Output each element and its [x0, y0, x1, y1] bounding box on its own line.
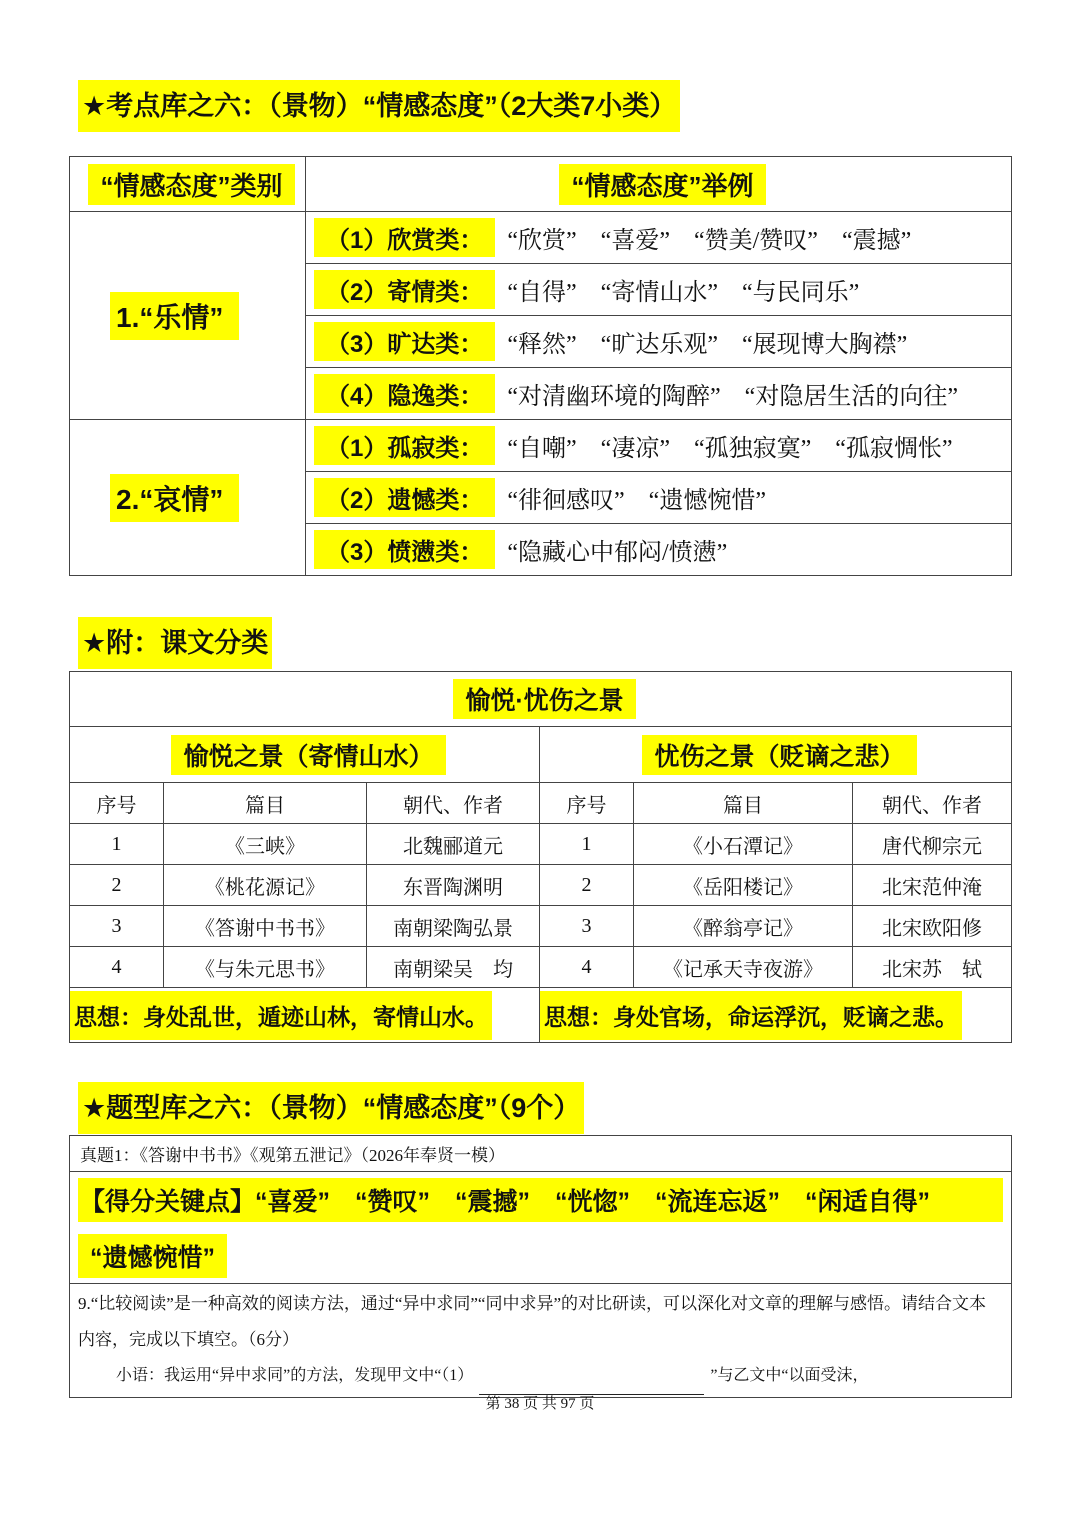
table-cell: 北宋范仲淹	[853, 865, 1012, 906]
subtype-label: （4）隐逸类：	[314, 374, 495, 413]
table-cell: 《三峡》	[164, 824, 367, 865]
table-cell: 1	[540, 824, 634, 865]
column-header-row	[70, 783, 1012, 824]
subtype-examples: “自得” “寄情山水” “与民同乐”	[507, 280, 860, 306]
emotion-row	[70, 420, 1012, 472]
question-source: 真题1：《答谢中书书》《观第五泄记》（2026年奉贤一模）	[70, 1136, 1012, 1172]
text-classification-table	[69, 671, 1012, 1043]
keypoints-line2: “遗憾惋惜”	[78, 1234, 227, 1278]
question-table	[69, 1135, 1012, 1398]
table-cell: 南朝梁吴 均	[367, 947, 540, 988]
section1-title: ★考点库之六：（景物）“情感态度”（2大类7小类）	[78, 80, 680, 132]
table-row	[70, 947, 1012, 988]
subtype-label: （2）遗憾类：	[314, 478, 495, 517]
question-text: 9.“比较阅读”是一种高效的阅读方法，通过“异中求同”“同中求异”的对比研读，可以深化对文章的理解与感悟。请结合文本内容，完成以下填空。（6分）	[78, 1294, 987, 1349]
prompt-before: 小语：我运用“异中求同”的方法，发现甲文中“（1）	[116, 1367, 474, 1384]
column-header: 篇目	[634, 783, 853, 824]
group-name: 2.“哀情”	[110, 474, 239, 522]
column-header: 序号	[70, 783, 164, 824]
subtype-label: （1）孤寂类：	[314, 426, 495, 465]
table-cell: 2	[70, 865, 164, 906]
subtype-label: （1）欣赏类：	[314, 218, 495, 257]
column-header: 朝代、作者	[853, 783, 1012, 824]
subtype-examples: “对清幽环境的陶醉” “对隐居生活的向往”	[507, 384, 958, 410]
header-category: “情感态度”类别	[88, 164, 294, 205]
page-footer: 第 38 页 共 97 页	[485, 1396, 595, 1412]
subtype-examples: “隐藏心中郁闷/愤懑”	[507, 540, 728, 566]
table-cell: 北宋苏 轼	[853, 947, 1012, 988]
emotion-table	[69, 156, 1012, 576]
table-cell: 《答谢中书书》	[164, 906, 367, 947]
table-cell: 唐代柳宗元	[853, 824, 1012, 865]
subtype-examples: “欣赏” “喜爱” “赞美/赞叹” “震撼”	[507, 228, 912, 254]
blank-input[interactable]	[479, 1358, 704, 1395]
subtype-label: （3）愤懑类：	[314, 530, 495, 569]
subtype-examples: “徘徊感叹” “遗憾惋惜”	[507, 488, 766, 514]
table-row	[70, 865, 1012, 906]
subtype-label: （3）旷达类：	[314, 322, 495, 361]
subtype-label: （2）寄情类：	[314, 270, 495, 309]
table-cell: 《与朱元思书》	[164, 947, 367, 988]
table-cell: 《桃花源记》	[164, 865, 367, 906]
table-row	[70, 824, 1012, 865]
table-title: 愉悦·忧伤之景	[453, 679, 635, 719]
table-row	[70, 906, 1012, 947]
column-header: 朝代、作者	[367, 783, 540, 824]
table-cell: 《小石潭记》	[634, 824, 853, 865]
table-cell: 4	[540, 947, 634, 988]
table-cell: 南朝梁陶弘景	[367, 906, 540, 947]
right-thought: 思想：身处官场，命运浮沉，贬谪之悲。	[540, 991, 962, 1040]
column-header: 篇目	[164, 783, 367, 824]
table-cell: 1	[70, 824, 164, 865]
table-cell: 3	[540, 906, 634, 947]
section3-title: ★题型库之六：（景物）“情感态度”（9个）	[78, 1082, 584, 1134]
table-cell: 《岳阳楼记》	[634, 865, 853, 906]
section2-title: ★附：课文分类	[78, 617, 272, 669]
prompt-after: ”与乙文中“以面受沫，	[710, 1367, 869, 1384]
table-cell: 2	[540, 865, 634, 906]
table-cell: 《记承天寺夜游》	[634, 947, 853, 988]
header-examples: “情感态度”举例	[559, 164, 765, 205]
table-cell: 东晋陶渊明	[367, 865, 540, 906]
left-title: 愉悦之景（寄情山水）	[171, 735, 445, 775]
left-thought: 思想：身处乱世，遁迹山林，寄情山水。	[70, 991, 492, 1040]
emotion-row	[70, 212, 1012, 264]
right-title: 忧伤之景（贬谪之悲）	[642, 735, 916, 775]
subtype-examples: “自嘲” “凄凉” “孤独寂寞” “孤寂惆怅”	[507, 436, 953, 462]
table-cell: 3	[70, 906, 164, 947]
subtype-examples: “释然” “旷达乐观” “展现博大胸襟”	[507, 332, 908, 358]
table-cell: 4	[70, 947, 164, 988]
column-header: 序号	[540, 783, 634, 824]
table-cell: 北魏郦道元	[367, 824, 540, 865]
group-name: 1.“乐情”	[110, 292, 239, 340]
keypoints-line1: 【得分关键点】“喜爱” “赞叹” “震撼” “恍惚” “流连忘返” “闲适自得”	[78, 1178, 1003, 1222]
table-cell: 《醉翁亭记》	[634, 906, 853, 947]
table-cell: 北宋欧阳修	[853, 906, 1012, 947]
